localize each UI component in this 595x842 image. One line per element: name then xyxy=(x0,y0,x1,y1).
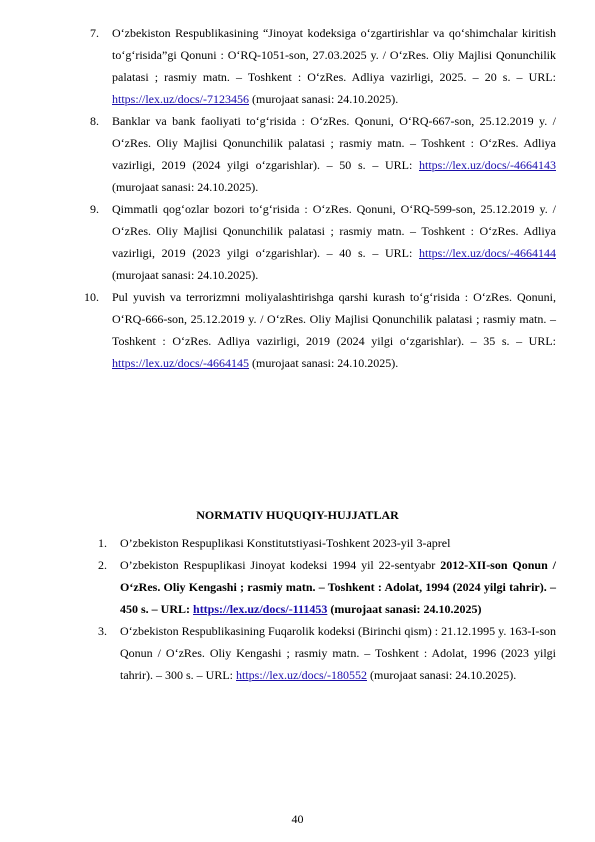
reference-url-link[interactable]: https://lex.uz/docs/-4664143 xyxy=(419,158,556,172)
normative-number: 1. xyxy=(98,536,107,550)
reference-number: 10. xyxy=(84,290,99,304)
normative-list xyxy=(98,532,556,686)
reference-number: 7. xyxy=(90,26,99,40)
reference-text xyxy=(112,198,556,286)
normative-number: 3. xyxy=(98,624,107,638)
reference-citation: Pul yuvish va terrorizmni moliyalashtirishga qarshi kurash to‘g‘risida : O‘zRes. Qonuni, O‘RQ-666-son, 25.12.2019 y. / O‘zRes. Oliy Majlisi Qonunchilik palatasi ; rasmiy matn. – Toshkent : O‘zRes. Adliya vazirligi, 2019 (2024 yilgi o‘zgarishlar). – 35 s. – URL: xyxy=(112,290,556,348)
normative-citation: O’zbekiston Respuplikasi Jinoyat kodeksi 1994 yil 22-sentyabr xyxy=(120,558,441,572)
reference-item xyxy=(84,286,556,374)
normative-item xyxy=(98,620,556,686)
reference-access-date: (murojaat sanasi: 24.10.2025). xyxy=(112,180,259,194)
normative-url-link[interactable]: https://lex.uz/docs/-180552 xyxy=(236,668,367,682)
reference-list xyxy=(84,22,556,374)
page-number: 40 xyxy=(291,812,304,826)
reference-url-link[interactable]: https://lex.uz/docs/-4664145 xyxy=(112,356,249,370)
section-heading: NORMATIV HUQUQIY-HUJJATLAR xyxy=(196,508,399,522)
normative-access-date: (murojaat sanasi: 24.10.2025). xyxy=(367,668,517,682)
normative-citation-bold: 2012-XII-son Qonun / O‘zRes. Oliy Kengashi ; rasmiy matn. – Toshkent : Adolat, 1994 (2024 yilgi tahrir). – 450 s. – URL: xyxy=(120,558,556,616)
normative-text: O’zbekiston Respuplikasi Konstitutstiyasi-Toshkent 2023-yil 3-aprel xyxy=(120,536,451,550)
normative-citation: O‘zbekiston Respublikasining Fuqarolik kodeksi (Birinchi qism) : 21.12.1995 y. 163-I-son Qonun / O‘zRes. Oliy Kengashi ; rasmiy matn. – Toshkent : Adolat, 1996 (2023 yilgi tahrir). – 300 s. – URL: xyxy=(120,624,556,682)
reference-access-date: (murojaat sanasi: 24.10.2025). xyxy=(112,268,259,282)
reference-url-link[interactable]: https://lex.uz/docs/-4664144 xyxy=(419,246,556,260)
reference-access-date: (murojaat sanasi: 24.10.2025). xyxy=(249,356,399,370)
reference-text xyxy=(112,110,556,198)
reference-item xyxy=(90,22,556,110)
reference-text xyxy=(112,286,556,374)
reference-text xyxy=(112,22,556,110)
reference-item xyxy=(90,198,556,286)
normative-number: 2. xyxy=(98,558,107,572)
normative-text xyxy=(120,620,556,686)
normative-text xyxy=(120,554,556,620)
reference-url-link[interactable]: https://lex.uz/docs/-7123456 xyxy=(112,92,249,106)
normative-access-date: (murojaat sanasi: 24.10.2025) xyxy=(327,602,482,616)
normative-url-link[interactable]: https://lex.uz/docs/-111453 xyxy=(193,602,328,616)
reference-citation: Banklar va bank faoliyati to‘g‘risida : O‘zRes. Qonuni, O‘RQ-667-son, 25.12.2019 y. / O‘zRes. Oliy Majlisi Qonunchilik palatasi ; rasmiy matn. – Toshkent : O‘zRes. Adliya vazirligi, 2019 (2024 yilgi o‘zgarishlar). – 50 s. – URL: xyxy=(112,114,556,172)
reference-number: 8. xyxy=(90,114,99,128)
reference-access-date: (murojaat sanasi: 24.10.2025). xyxy=(249,92,399,106)
reference-number: 9. xyxy=(90,202,99,216)
reference-citation: Qimmatli qog‘ozlar bozori to‘g‘risida : O‘zRes. Qonuni, O‘RQ-599-son, 25.12.2019 y. / O‘zRes. Oliy Majlisi Qonunchilik palatasi ; rasmiy matn. – Toshkent : O‘zRes. Adliya vazirligi, 2019 (2023 yilgi o‘zgarishlar). – 40 s. – URL: xyxy=(112,202,556,260)
reference-citation: O‘zbekiston Respublikasining “Jinoyat kodeksiga o‘zgartirishlar va qo‘shimchalar kiritish to‘g‘risida”gi Qonuni : O‘RQ-1051-son, 27.03.2025 y. / O‘zRes. Oliy Majlisi Qonunchilik palatasi ; rasmiy matn. – Toshkent : O‘zRes. Adliya vazirligi, 2025. – 20 s. – URL: xyxy=(112,26,556,84)
reference-item xyxy=(90,110,556,198)
normative-item xyxy=(98,554,556,620)
normative-item xyxy=(98,532,556,554)
